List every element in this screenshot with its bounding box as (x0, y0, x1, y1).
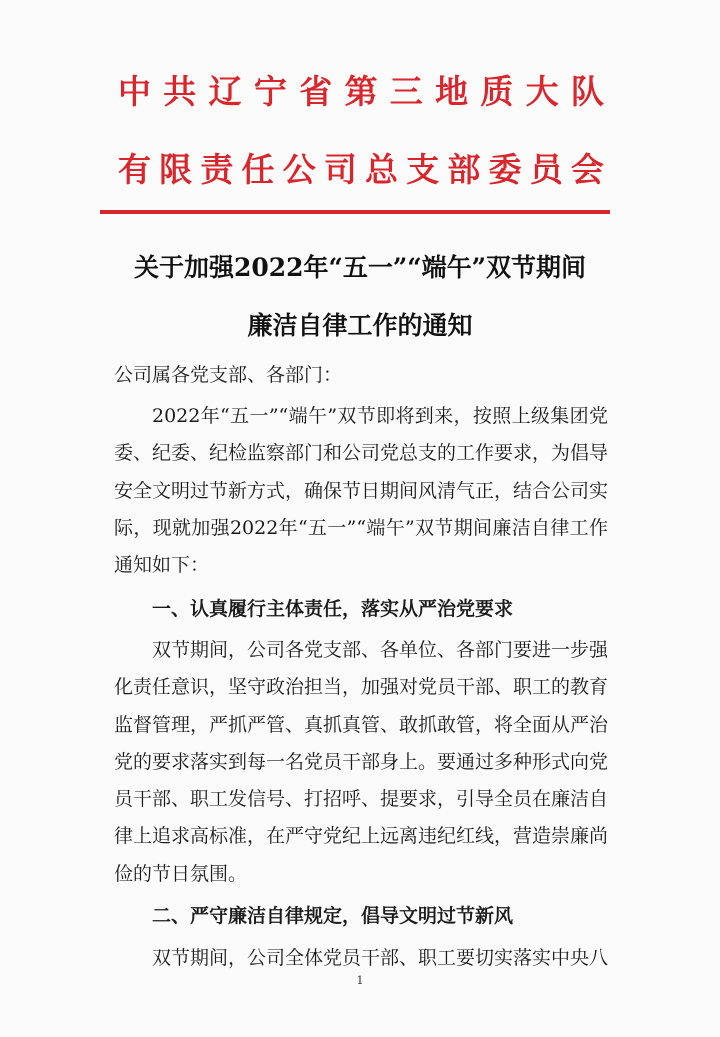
org-name-char: 宁 (253, 72, 287, 111)
red-header-rule (100, 210, 610, 214)
section2-heading: 二、严守廉洁自律规定，倡导文明过节新风 (152, 905, 514, 927)
org-name-char: 大 (525, 72, 559, 111)
org-name-char: 辽 (208, 72, 242, 111)
org-name-char: 会 (570, 150, 604, 189)
salutation: 公司属各党支部、各部门： (114, 364, 343, 386)
org-name-line1 (118, 72, 604, 112)
org-name-char: 部 (447, 150, 481, 189)
org-name-char: 队 (570, 72, 604, 111)
notice-title-line2: 廉洁自律工作的通知 (247, 311, 473, 340)
org-name-char: 限 (159, 150, 193, 189)
org-name-char: 支 (406, 150, 440, 189)
org-name-char: 员 (529, 150, 563, 189)
notice-title-line1: 关于加强2022年“五一”“端午”双节期间 (133, 253, 587, 282)
org-name-char: 任 (241, 150, 275, 189)
org-name-char: 共 (163, 72, 197, 111)
org-name-char: 委 (488, 150, 522, 189)
section2-paragraph: 双节期间，公司全体党员干部、职工要切实落实中央八 (152, 947, 609, 969)
section1-paragraph: 双节期间，公司各党支部、各单位、各部门要进一步强化责任意识，坚守政治担当，加强对党员干部、职工的教育监督管理，严抓严管、真抓真管、敢抓敢管，将全面从严治党的要求落实到每一名党员干部身上。要通过多种形式向党员干部、职工发信号、打招呼、提要求，引导全员在廉洁自律上追求高标准，在严守党纪上远离违纪红线，营造崇廉尚俭的节日氛围。 (114, 639, 609, 885)
org-name-char: 地 (435, 72, 469, 111)
org-name-char: 司 (323, 150, 357, 189)
org-name-char: 三 (389, 72, 423, 111)
org-name-char: 公 (282, 150, 316, 189)
page-number: 1 (356, 974, 364, 987)
section1-heading: 一、认真履行主体责任，落实从严治党要求 (152, 598, 514, 620)
org-name-char: 省 (299, 72, 333, 111)
org-name-char: 质 (480, 72, 514, 111)
intro-paragraph: 2022年“五一”“端午”双节即将到来，按照上级集团党委、纪委、纪检监察部门和公司党总支的工作要求，为倡导安全文明过节新方式，确保节日期间风清气正，结合公司实际，现就加强2022年“五一”“端午”双节期间廉洁自律工作通知如下： (114, 405, 609, 577)
org-name-line2 (118, 150, 604, 190)
org-name-char: 责 (200, 150, 234, 189)
org-name-char: 有 (118, 150, 151, 189)
org-name-char: 中 (118, 72, 151, 111)
org-name-char: 第 (344, 72, 378, 111)
org-name-char: 总 (365, 150, 399, 189)
